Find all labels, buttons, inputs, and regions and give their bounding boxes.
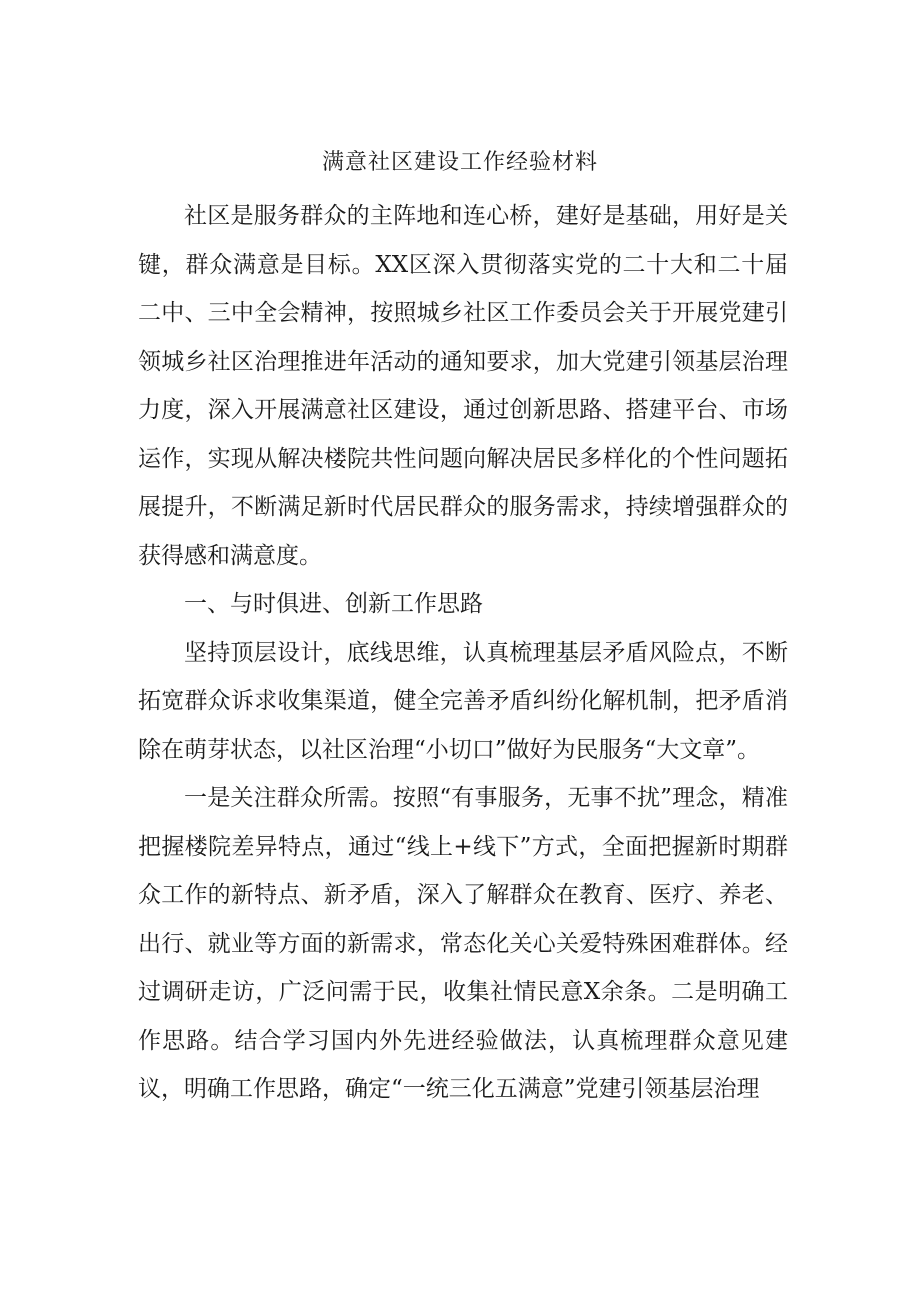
- section-1-detail-paragraph: 一是关注群众所需。按照“有事服务，无事不扰”理念，精准把握楼院差异特点，通过“线上+线下”方式，全面把握新时期群众工作的新特点、新矛盾，深入了解群众在教育、医疗、养老、出行、就业等方面的新需求，常态化关心关爱特殊困难群体。经过调研走访，广泛问需于民，收集社情民意X余条。二是明确工作思路。结合学习国内外先进经验做法，认真梳理群众意见建议，明确工作思路，确定“一统三化五满意”党建引领基层治理: [138, 785, 788, 1102]
- section-heading-1: 一、与时俱进、创新工作思路: [184, 591, 483, 617]
- section-1-paragraph: 坚持顶层设计，底线思维，认真梳理基层矛盾风险点，不断拓宽群众诉求收集渠道，健全完善矛盾纠纷化解机制，把矛盾消除在萌芽状态，以社区治理“小切口”做好为民服务“大文章”。: [138, 639, 788, 763]
- document-title: 满意社区建设工作经验材料: [321, 150, 598, 175]
- intro-paragraph: 社区是服务群众的主阵地和连心桥，建好是基础，用好是关键，群众满意是目标。XX区深入贯彻落实党的二十大和二十届二中、三中全会精神，按照城乡社区工作委员会关于开展党建引领城乡社区治理推进年活动的通知要求，加大党建引领基层治理力度，深入开展满意社区建设，通过创新思路、搭建平台、市场运作，实现从解决楼院共性问题向解决居民多样化的个性问题拓展提升，不断满足新时代居民群众的服务需求，持续增强群众的获得感和满意度。: [138, 203, 788, 569]
- document-body: [138, 192, 788, 1114]
